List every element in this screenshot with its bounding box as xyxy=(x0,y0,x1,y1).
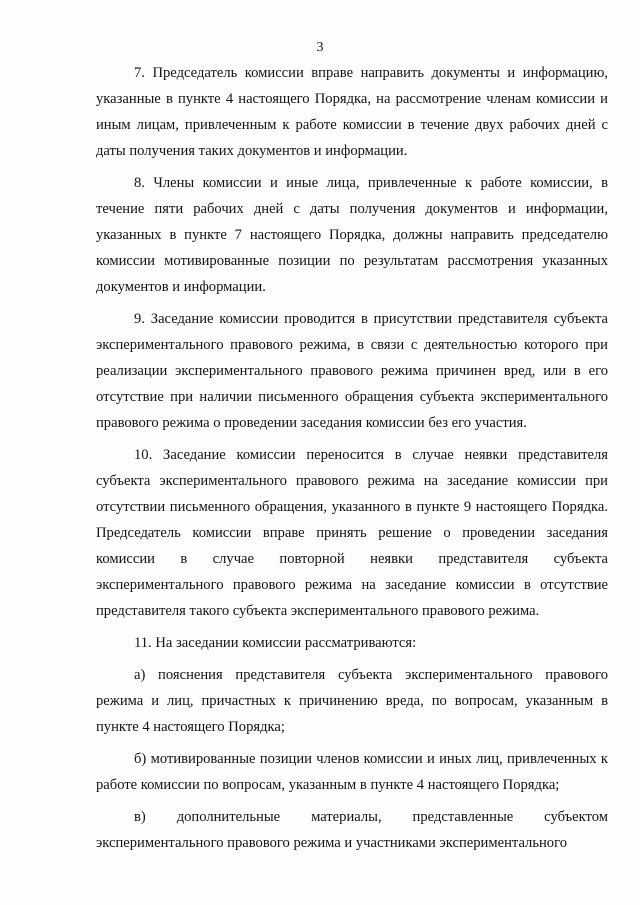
paragraph-9: 9. Заседание комиссии проводится в присутствии представителя субъекта экспериментального правового режима, в связи с деятельностью которого при реализации экспериментального правового режима причинен вред, или в его отсутствие при наличии письменного обращения субъекта экспериментального правового режима о проведении заседания комиссии без его участия. xyxy=(96,311,608,431)
paragraph-7: 7. Председатель комиссии вправе направить документы и информацию, указанные в пункте 4 настоящего Порядка, на рассмотрение членам комиссии и иным лицам, привлеченным к работе комиссии в течение двух рабочих дней с даты получения таких документов и информации. xyxy=(96,65,608,159)
subitem-v: в) дополнительные материалы, представленные субъектом экспериментального правового режима и участниками экспериментального xyxy=(96,809,608,851)
subitem-b: б) мотивированные позиции членов комиссии и иных лиц, привлеченных к работе комиссии по вопросам, указанным в пункте 4 настоящего Порядка; xyxy=(96,751,608,793)
document-body xyxy=(96,60,608,862)
page-number: 3 xyxy=(316,40,324,55)
subitem-a: а) пояснения представителя субъекта экспериментального правового режима и лиц, причастных к причинению вреда, по вопросам, указанным в пункте 4 настоящего Порядка; xyxy=(96,667,608,735)
paragraph-10: 10. Заседание комиссии переносится в случае неявки представителя субъекта экспериментального правового режима на заседание комиссии при отсутствии письменного обращения, указанного в пункте 9 настоящего Порядка. Председатель комиссии вправе принять решение о проведении заседания комиссии в случае повторной неявки представителя субъекта экспериментального правового режима на заседание комиссии в отсутствие представителя такого субъекта экспериментального правового режима. xyxy=(96,447,608,619)
paragraph-11-heading: 11. На заседании комиссии рассматриваются: xyxy=(134,635,417,651)
paragraph-8: 8. Члены комиссии и иные лица, привлеченные к работе комиссии, в течение пяти рабочих дней с даты получения документов и информации, указанных в пункте 7 настоящего Порядка, должны направить председателю комиссии мотивированные позиции по результатам рассмотрения указанных документов и информации. xyxy=(96,175,608,295)
